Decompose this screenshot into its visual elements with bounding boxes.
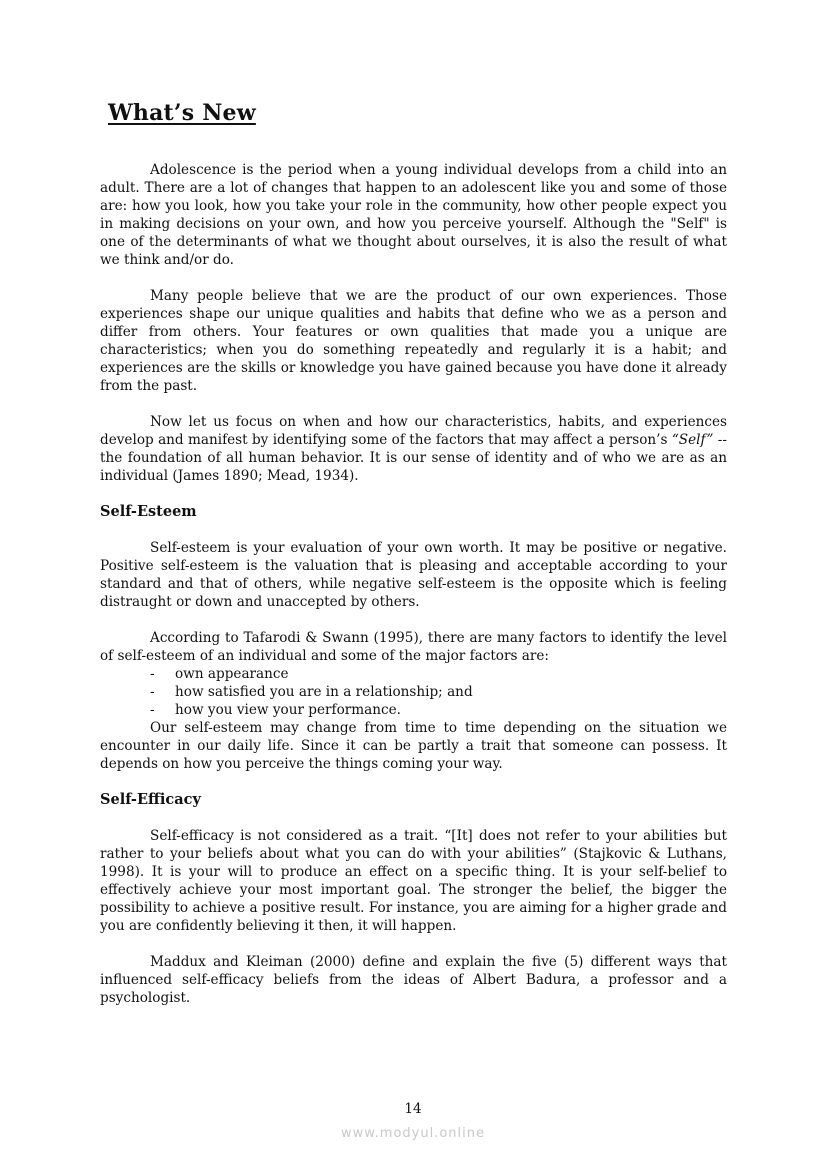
document-body — [100, 161, 727, 1025]
self-esteem-heading: Self-Esteem — [100, 503, 197, 520]
self-esteem-paragraph-1: Self-esteem is your evaluation of your own worth. It may be positive or negative. Positive self-esteem is the valuation that is pleasing and acceptable according to your standard and that of others, while negative self-esteem is the opposite which is feeling distraught or down and unaccepted by others. — [100, 540, 727, 610]
list-item — [150, 701, 727, 719]
list-item-text: how satisfied you are in a relationship; and — [175, 684, 473, 700]
self-quote: “Self” — [671, 432, 714, 448]
list-dash: - — [150, 666, 155, 682]
intro-paragraph-1: Adolescence is the period when a young individual develops from a child into an adult. There are a lot of changes that happen to an adolescent like you and some of those are: how you look, how you take your role in the community, how other people expect you in making decisions on your own, and how you perceive yourself. Although the "Self" is one of the determinants of what we thought about ourselves, it is also the result of what we think and/or do. — [100, 162, 727, 268]
self-esteem-paragraph-3: Our self-esteem may change from time to time depending on the situation we encounter in our daily life. Since it can be partly a trait that someone can possess. It depends on how you perceive the things coming your way. — [100, 720, 727, 772]
page-number: 14 — [404, 1101, 422, 1117]
intro-paragraph-2: Many people believe that we are the product of our own experiences. Those experiences shape our unique qualities and habits that define who we as a person and differ from others. Your features or own qualities that made you a unique are characteristics; when you do something repeatedly and regularly it is a habit; and experiences are the skills or knowledge you have gained because you have done it already from the past. — [100, 288, 727, 394]
self-efficacy-paragraph-1: Self-efficacy is not considered as a trait. “[It] does not refer to your abilities but rather to your beliefs about what you can do with your abilities” (Stajkovic & Luthans, 1998). It is your will to produce an effect on a specific thing. It is your self-belief to effectively achieve your most important goal. The stronger the belief, the bigger the possibility to achieve a positive result. For instance, you are aiming for a higher grade and you are confidently believing it then, it will happen. — [100, 828, 727, 934]
list-dash: - — [150, 684, 155, 700]
intro-paragraph-3-end: -- the foundation of all human behavior. It is our sense of identity and of who we are as an individual (James 1890; Mead, 1934). — [100, 432, 727, 484]
self-esteem-paragraph-2: According to Tafarodi & Swann (1995), there are many factors to identify the level of self-esteem of an individual and some of the major factors are: — [100, 630, 727, 664]
list-item-text: own appearance — [175, 666, 289, 682]
self-efficacy-heading: Self-Efficacy — [100, 791, 201, 808]
list-item — [150, 665, 727, 683]
page-title: What’s New — [108, 100, 256, 126]
watermark: www.modyul.online — [340, 1126, 486, 1141]
self-efficacy-paragraph-2: Maddux and Kleiman (2000) define and explain the five (5) different ways that influenced self-efficacy beliefs from the ideas of Albert Badura, a professor and a psychologist. — [100, 954, 727, 1006]
intro-paragraph-3 — [100, 413, 727, 485]
list-item-text: how you view your performance. — [175, 702, 401, 718]
intro-paragraph-3-start: Now let us focus on when and how our characteristics, habits, and experiences develop and manifest by identifying some of the factors that may affect a person’s — [100, 414, 727, 448]
self-esteem-factors-list — [100, 665, 727, 719]
list-item — [150, 683, 727, 701]
list-dash: - — [150, 702, 155, 718]
